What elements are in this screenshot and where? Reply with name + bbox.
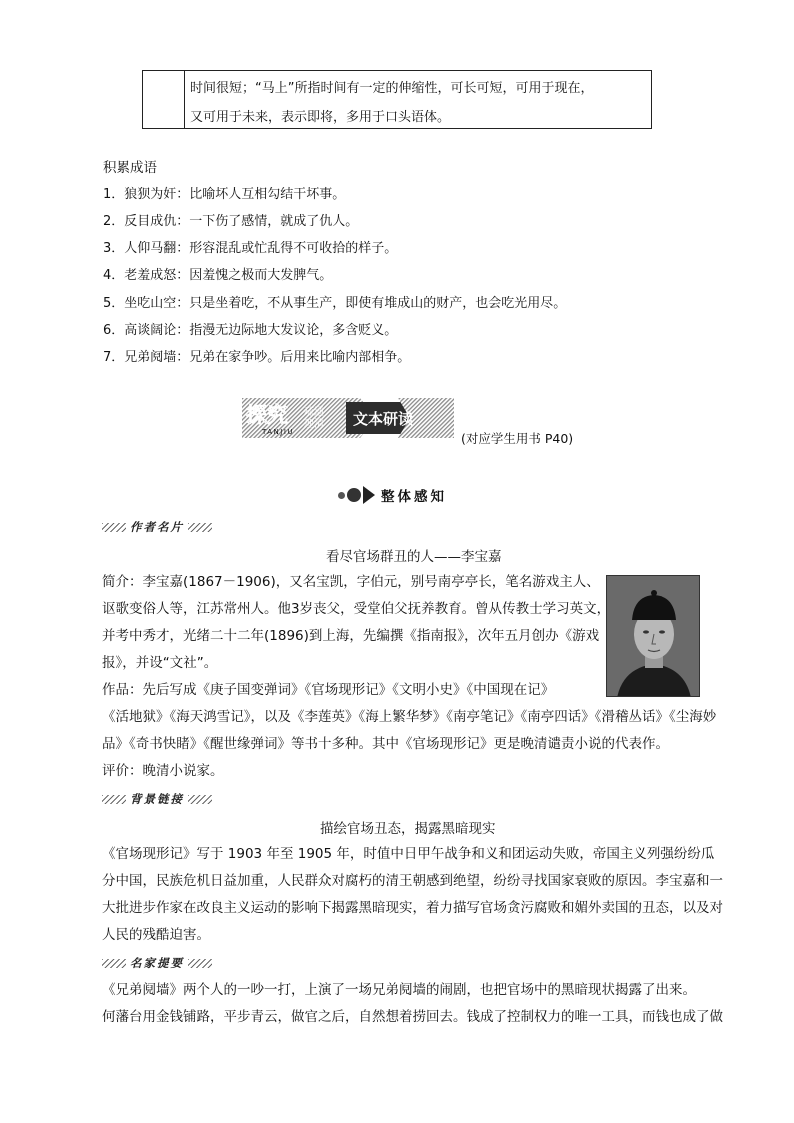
background-title: 描绘官场丑态，揭露黑暗现实 xyxy=(320,821,496,837)
author-line: 并考中秀才，光绪二十二年(1896)到上海，先编撰《指南报》，次年五月创办《游戏 xyxy=(102,628,600,644)
hatch-icon xyxy=(102,959,126,968)
author-tag-label: 作者名片 xyxy=(130,520,184,534)
background-tag-label: 背景链接 xyxy=(130,792,184,806)
explore-banner xyxy=(242,398,454,438)
author-line: 简介：李宝嘉(1867－1906)，又名宝凯，字伯元，别号南亭亭长，笔名游戏主人、 xyxy=(102,574,600,590)
banner-small-bottom: 理清 xyxy=(304,419,324,430)
bullet-dots-icon xyxy=(338,486,375,504)
idiom-item: 6．高谈阔论：指漫无边际地大发议论，多含贬义。 xyxy=(103,323,398,338)
hatch-icon xyxy=(188,795,212,804)
idiom-item: 1．狼狈为奸：比喻坏人互相勾结干坏事。 xyxy=(103,187,346,202)
background-line: 大批进步作家在改良主义运动的影响下揭露黑暗现实，着力描写官场贪污腐败和媚外卖国的丑态，以及对 xyxy=(102,900,723,916)
banner-note: (对应学生用书 P40) xyxy=(461,431,574,446)
author-line: 品》《奇书快睹》《醒世缘弹词》等书十多种。其中《官场现形记》更是晚清谴责小说的代表作。 xyxy=(102,736,669,752)
hatch-icon xyxy=(102,523,126,532)
background-tag xyxy=(102,791,212,807)
banner-right-text: 文本研读 xyxy=(353,410,414,428)
background-line: 人民的残酷迫害。 xyxy=(102,927,210,943)
banner-main-text: 探究 xyxy=(246,403,288,427)
idiom-item: 2．反目成仇：一下伤了感情，就成了仇人。 xyxy=(103,214,359,229)
author-title: 看尽官场群丑的人——李宝嘉 xyxy=(326,549,502,565)
author-line: 《活地狱》《海天鸿雪记》，以及《李莲英》《海上繁华梦》《南亭笔记》《南亭四话》《滑稽丛话》《尘海妙 xyxy=(102,709,717,725)
idiom-item: 3．人仰马翻：形容混乱或忙乱得不可收拾的样子。 xyxy=(103,241,398,256)
banner-pinyin: TANJIU xyxy=(262,428,295,436)
sub-heading xyxy=(338,485,447,505)
banner-small-top: 疏通 xyxy=(304,407,324,418)
author-tag xyxy=(102,519,212,535)
author-line: 评价：晚清小说家。 xyxy=(102,763,224,779)
hatch-icon xyxy=(102,795,126,804)
author-line: 报》，并设“文社”。 xyxy=(102,655,218,671)
expert-line: 《兄弟阋墙》两个人的一吵一打，上演了一场兄弟阋墙的闹剧，也把官场中的黑暗现状揭露了出来。 xyxy=(102,982,696,998)
background-line: 分中国，民族危机日益加重，人民群众对腐朽的清王朝感到绝望，纷纷寻找国家衰败的原因。李宝嘉和一 xyxy=(102,873,723,889)
background-line: 《官场现形记》写于 1903 年至 1905 年，时值中日甲午战争和义和团运动失败，帝国主义列强纷纷瓜 xyxy=(102,846,715,862)
expert-tag-label: 名家提要 xyxy=(130,956,184,970)
author-line: 讴歌变俗人等，江苏常州人。他3岁丧父，受堂伯父抚养教育。曾从传教士学习英文， xyxy=(102,601,611,617)
idiom-item: 5．坐吃山空：只是坐着吃，不从事生产，即使有堆成山的财产，也会吃光用尽。 xyxy=(103,296,567,311)
definition-table xyxy=(142,70,652,129)
sub-heading-title: 整体感知 xyxy=(381,489,447,505)
idiom-item: 7．兄弟阋墙：兄弟在家争吵。后用来比喻内部相争。 xyxy=(103,350,411,365)
hatch-icon xyxy=(188,523,212,532)
author-line: 作品：先后写成《庚子国变弹词》《官场现形记》《文明小史》《中国现在记》 xyxy=(102,682,555,698)
table-line-1: 时间很短；“马上”所指时间有一定的伸缩性，可长可短，可用于现在， xyxy=(190,81,594,96)
expert-line: 何藩台用金钱铺路，平步青云，做官之后，自然想着捞回去。钱成了控制权力的唯一工具，而钱也成了做 xyxy=(102,1009,723,1025)
table-left-column xyxy=(143,71,185,128)
idiom-item: 4．老羞成怒：因羞愧之极而大发脾气。 xyxy=(103,268,333,283)
author-portrait xyxy=(606,575,700,697)
table-line-2: 又可用于未来，表示即将，多用于口头语体。 xyxy=(190,110,451,125)
idioms-title: 积累成语 xyxy=(103,160,157,176)
expert-tag xyxy=(102,955,212,971)
hatch-icon xyxy=(188,959,212,968)
